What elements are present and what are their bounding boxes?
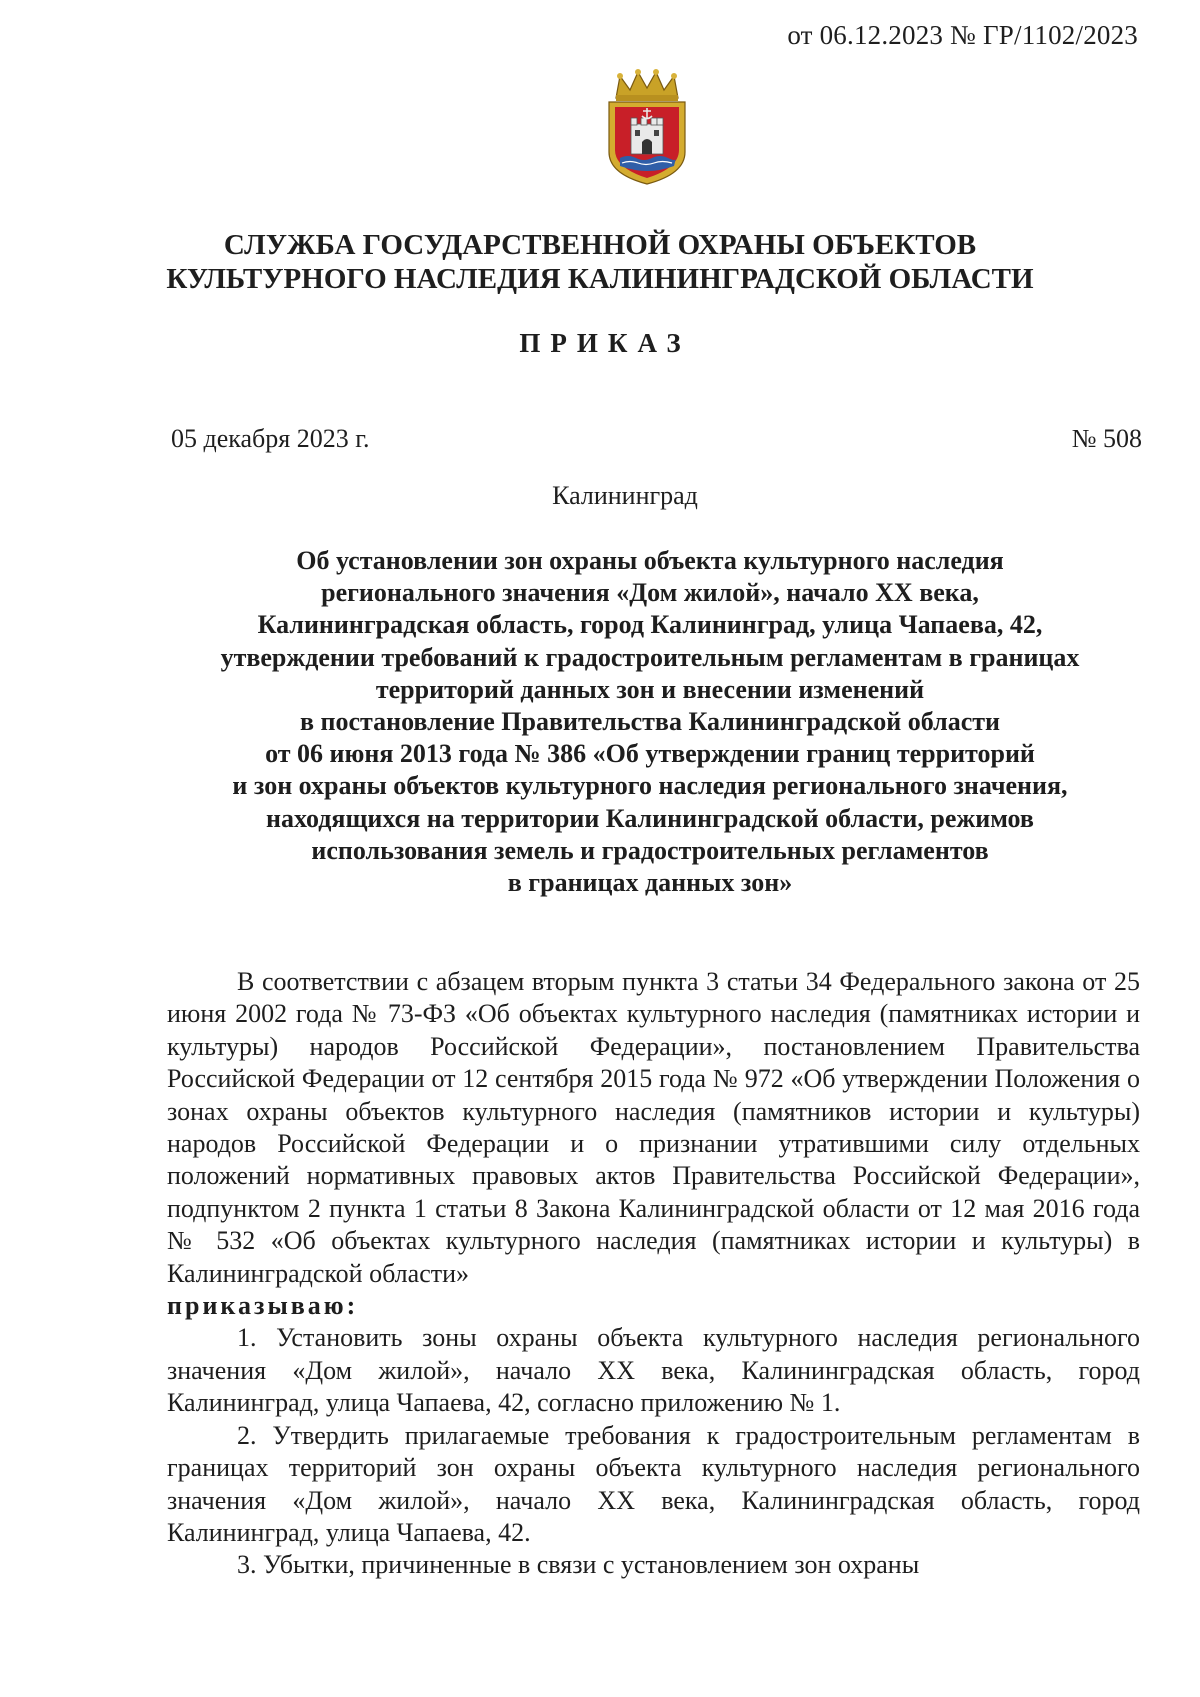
coat-of-arms-icon — [606, 68, 688, 186]
title-line: утверждении требований к градостроительным регламентам в границах — [220, 642, 1080, 672]
order-date: 05 декабря 2023 г. — [171, 424, 370, 453]
title-line: от 06 июня 2013 года № 386 «Об утверждении границ территорий — [265, 739, 1035, 769]
item-1: 1. Установить зоны охраны объекта культурного наследия регионального значения «Дом жилой», начало XX века, Калининградская область, город Калининград, улица Чапаева, 42, согласно приложению № 1. — [167, 1323, 1140, 1418]
title-line: Калининградская область, город Калининград, улица Чапаева, 42, — [257, 610, 1043, 640]
city: Калининград — [552, 481, 698, 510]
title-line: и зон охраны объектов культурного наследия регионального значения, — [232, 771, 1068, 801]
title-line: территорий данных зон и внесении изменений — [375, 674, 925, 704]
org-line-1: СЛУЖБА ГОСУДАРСТВЕННОЙ ОХРАНЫ ОБЪЕКТОВ — [223, 229, 977, 261]
title-line: использования земель и градостроительных регламентов — [311, 835, 989, 865]
document-type: ПРИКАЗ — [519, 328, 691, 358]
title-line: Об установлении зон охраны объекта культурного наследия — [296, 546, 1004, 575]
registration-number: от 06.12.2023 № ГР/1102/2023 — [787, 20, 1138, 50]
order-body — [167, 966, 1140, 1582]
order-title — [0, 545, 1200, 899]
organization-name — [0, 228, 1200, 296]
title-line: в постановление Правительства Калининградской области — [299, 707, 1001, 737]
title-line: в границах данных зон» — [507, 868, 793, 898]
item-3: 3. Убытки, причиненные в связи с установлением зон охраны — [237, 1550, 920, 1580]
title-line: находящихся на территории Калининградской области, режимов — [266, 803, 1034, 833]
order-number: № 508 — [1071, 424, 1142, 453]
preamble-paragraph: В соответствии с абзацем вторым пункта 3 статьи 34 Федерального закона от 25 июня 2002 года № 73-ФЗ «Об объектах культурного наследия (памятниках истории и культуры) народов Российской Федерации», постановлением Правительства Российской Федерации от 12 сентября 2015 года № 972 «Об утверждении Положения о зонах охраны объектов культурного наследия (памятников истории и культуры) народов Российской Федерации и о признании утратившими силу отдельных положений нормативных правовых актов Правительства Российской Федерации», подпунктом 2 пункта 1 статьи 8 Закона Калининградской области от 12 мая 2016 года № 532 «Об объектах культурного наследия (памятниках истории и культуры) в Калининградской области» — [167, 967, 1140, 1288]
title-line: регионального значения «Дом жилой», начало XX века, — [321, 578, 979, 608]
order-word: приказываю: — [167, 1291, 359, 1321]
org-line-2: КУЛЬТУРНОГО НАСЛЕДИЯ КАЛИНИНГРАДСКОЙ ОБЛАСТИ — [166, 263, 1034, 295]
item-2: 2. Утвердить прилагаемые требования к градостроительным регламентам в границах территорий зон охраны объекта культурного наследия регионального значения «Дом жилой», начало XX века, Калининградская область, город Калининград, улица Чапаева, 42. — [167, 1420, 1140, 1547]
